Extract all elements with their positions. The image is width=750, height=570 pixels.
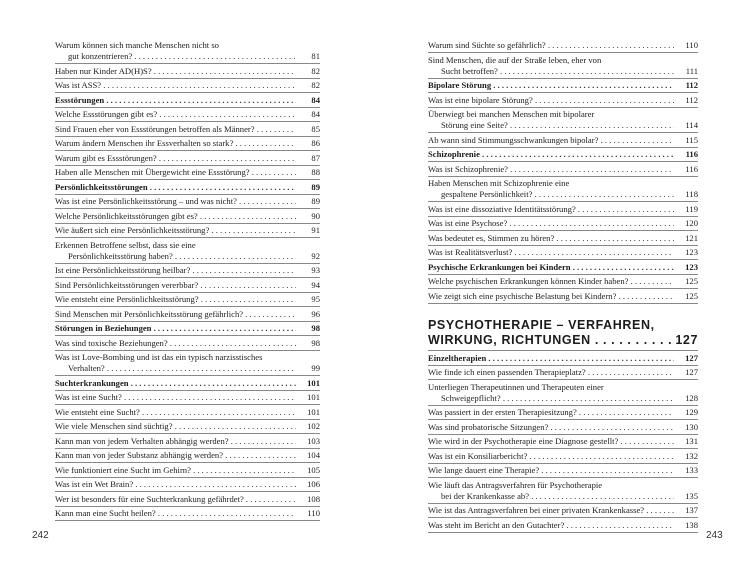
toc-entry[interactable] xyxy=(428,407,698,420)
toc-section-heading[interactable] xyxy=(428,262,698,275)
toc-entry[interactable] xyxy=(55,196,320,209)
page-number-left: 242 xyxy=(32,530,49,541)
chapter-title-line2: WIRKUNG, RICHTUNGEN xyxy=(428,332,591,347)
toc-entry-title: Was bedeutet es, Stimmen zu hören? xyxy=(428,232,555,243)
toc-section-heading[interactable] xyxy=(428,353,698,366)
toc-entry-title-cont: gut konzentrieren? xyxy=(68,51,133,61)
toc-entry[interactable] xyxy=(428,505,698,518)
toc-entry-title: Haben Menschen mit Schizophrenie eine xyxy=(428,178,570,188)
toc-page-number: 89 xyxy=(296,196,320,207)
toc-page-number: 127 xyxy=(674,367,698,378)
toc-entry-title: Wie funktioniert eine Sucht im Gehirn? xyxy=(55,464,191,475)
toc-page-number: 132 xyxy=(674,451,698,462)
toc-entry-title: Was ist eine Psychose? xyxy=(428,218,508,228)
toc-entry-title: Wie entsteht eine Persönlichkeitsstörung? xyxy=(55,294,199,304)
toc-entry-title: Was ist eine bipolare Störung? xyxy=(428,94,533,105)
toc-entry[interactable] xyxy=(55,280,320,293)
toc-entry-title: Bipolare Störung xyxy=(428,80,492,90)
toc-page-number: 104 xyxy=(296,450,320,461)
toc-page-number: 84 xyxy=(296,109,320,120)
toc-entry-title: Ab wann sind Stimmungsschwankungen bipolar? xyxy=(428,134,599,145)
toc-entry[interactable] xyxy=(55,138,320,151)
toc-entry[interactable] xyxy=(55,508,320,521)
toc-entry-title: Was ist ein Wet Brain? xyxy=(55,479,134,489)
toc-page-number: 93 xyxy=(296,265,320,276)
toc-entry-title: Wie läuft das Antragsverfahren für Psychotherapie xyxy=(428,479,603,490)
toc-entry[interactable] xyxy=(55,392,320,405)
toc-page-number: 115 xyxy=(674,135,698,146)
toc-section-top xyxy=(428,40,698,304)
toc-entry-title: Sind Persönlichkeitsstörungen vererbbar? xyxy=(55,279,199,290)
toc-section-heading[interactable] xyxy=(428,80,698,93)
toc-entry-title: Warum ändern Menschen ihr Essverhalten so stark? xyxy=(55,138,234,148)
toc-section-heading[interactable] xyxy=(55,378,320,391)
toc-entry[interactable] xyxy=(428,520,698,533)
toc-entry[interactable] xyxy=(55,265,320,278)
toc-section-heading[interactable] xyxy=(55,95,320,108)
toc-entry-title: Welche psychischen Erkrankungen können Kinder haben? xyxy=(428,276,629,286)
toc-entry[interactable] xyxy=(428,367,698,380)
toc-page-number: 85 xyxy=(296,124,320,135)
toc-entry-title: Was ist Schizophrenie? xyxy=(428,163,508,174)
toc-entry[interactable] xyxy=(428,291,698,304)
toc-page-number: 125 xyxy=(674,276,698,287)
toc-entry-title: Warum gibt es Essstörungen? xyxy=(55,152,157,163)
toc-page-number: 101 xyxy=(296,378,320,389)
toc-entry-title-cont: Störung eine Seite? xyxy=(441,120,508,130)
toc-entry[interactable] xyxy=(55,294,320,307)
toc-page-number: 98 xyxy=(296,338,320,349)
toc-entry[interactable] xyxy=(428,55,698,79)
toc-page-number: 87 xyxy=(296,153,320,164)
toc-page-number: 92 xyxy=(296,251,320,262)
toc-entry[interactable] xyxy=(55,80,320,93)
toc-entry-title: Störungen in Beziehungen xyxy=(55,323,152,333)
toc-entry-title: Kann man von jedem Verhalten abhängig werden? xyxy=(55,435,229,446)
toc-entry-title: Was ist eine dissoziative Identitätsstörung? xyxy=(428,203,576,214)
toc-entry-title: Wer ist besonders für eine Suchterkrankung gefährdet? xyxy=(55,493,244,504)
toc-page-number: 89 xyxy=(296,182,320,193)
toc-page-number: 91 xyxy=(296,225,320,236)
toc-entry[interactable] xyxy=(428,480,698,504)
toc-page-number: 88 xyxy=(296,167,320,178)
toc-entry-title: Essstörungen xyxy=(55,94,105,105)
toc-entry[interactable] xyxy=(55,407,320,420)
toc-page-number: 137 xyxy=(674,505,698,516)
toc-entry[interactable] xyxy=(55,479,320,492)
toc-entry-title: Einzeltherapien xyxy=(428,352,487,363)
toc-entry-title: Was ist ein Konsiliarbericht? xyxy=(428,450,528,461)
toc-entry[interactable] xyxy=(428,95,698,108)
toc-page-number: 127 xyxy=(674,353,698,364)
toc-entry[interactable] xyxy=(55,225,320,238)
toc-entry-title: Erkennen Betroffene selbst, dass sie eine xyxy=(55,239,196,250)
toc-entry[interactable] xyxy=(55,167,320,180)
toc-entry-title: Schizophrenie xyxy=(428,149,480,159)
toc-entry-title: Was sind probatorische Sitzungen? xyxy=(428,421,549,432)
toc-page-number: 99 xyxy=(296,363,320,374)
toc-page-number: 121 xyxy=(674,233,698,244)
toc-page-number: 116 xyxy=(674,164,698,175)
toc-entry-title: Psychische Erkrankungen bei Kindern xyxy=(428,261,571,272)
toc-entry-title: Was steht im Bericht an den Gutachter? xyxy=(428,519,565,530)
toc-page-number: 103 xyxy=(296,436,320,447)
toc-section-heading[interactable] xyxy=(55,182,320,195)
toc-entry-title: Was ist eine Sucht? xyxy=(55,392,122,402)
chapter-title-line1: PSYCHOTHERAPIE – VERFAHREN, xyxy=(428,317,655,332)
toc-page-number: 125 xyxy=(674,291,698,302)
toc-entry-title: Wie viele Menschen sind süchtig? xyxy=(55,421,173,431)
toc-page-number: 108 xyxy=(296,494,320,505)
toc-entry-title: Wie zeigt sich eine psychische Belastung bei Kindern? xyxy=(428,290,617,301)
toc-entry[interactable] xyxy=(55,211,320,224)
chapter-page-number: 127 xyxy=(672,333,698,348)
toc-page-number: 110 xyxy=(296,508,320,519)
toc-page-number: 86 xyxy=(296,138,320,149)
toc-entry-title: Sind Frauen eher von Essstörungen betroffen als Männer? xyxy=(55,123,255,134)
page-number-right: 243 xyxy=(706,530,723,541)
toc-section-heading[interactable] xyxy=(428,149,698,162)
toc-page-number: 131 xyxy=(674,436,698,447)
toc-entry[interactable] xyxy=(55,494,320,507)
toc-page-number: 98 xyxy=(296,323,320,334)
toc-page-number: 95 xyxy=(296,294,320,305)
left-page-toc xyxy=(55,40,320,523)
toc-page-number: 119 xyxy=(674,204,698,215)
toc-section-bottom xyxy=(428,353,698,533)
toc-entry-title: Was ist ASS? xyxy=(55,80,102,90)
toc-page-number: 120 xyxy=(674,218,698,229)
toc-entry[interactable] xyxy=(428,276,698,289)
toc-page-number: 114 xyxy=(674,120,698,131)
toc-entry-title: Ist eine Persönlichkeitsstörung heilbar? xyxy=(55,265,191,275)
toc-entry[interactable] xyxy=(428,40,698,53)
right-page-toc xyxy=(428,40,698,534)
toc-entry[interactable] xyxy=(428,233,698,246)
toc-entry[interactable] xyxy=(55,450,320,463)
toc-page-number: 130 xyxy=(674,422,698,433)
toc-entry-title: Was sind toxische Beziehungen? xyxy=(55,337,168,348)
toc-entry-title: Was ist Love-Bombing und ist das ein typisch narzisstisches xyxy=(55,352,263,362)
toc-entry-title-cont: Persönlichkeitsstörung haben? xyxy=(68,250,173,261)
toc-entry[interactable] xyxy=(55,153,320,166)
toc-entry[interactable] xyxy=(55,465,320,478)
toc-entry[interactable] xyxy=(55,109,320,122)
toc-entry-title: Sind Menschen mit Persönlichkeitsstörung gefährlich? xyxy=(55,308,244,319)
toc-entry[interactable] xyxy=(428,422,698,435)
chapter-heading[interactable] xyxy=(428,318,698,351)
toc-entry[interactable] xyxy=(428,164,698,177)
toc-entry-title: Warum sind Süchte so gefährlich? xyxy=(428,40,546,50)
toc-entry-title-cont: Verhalten? xyxy=(68,363,105,373)
toc-page-number: 112 xyxy=(674,95,698,106)
toc-page-number: 82 xyxy=(296,80,320,91)
toc-entry-title: Wie lange dauert eine Therapie? xyxy=(428,465,540,475)
toc-entry-title: Was passiert in der ersten Therapiesitzung? xyxy=(428,407,577,417)
toc-entry-title: Wie ist das Antragsverfahren bei einer privaten Krankenkasse? xyxy=(428,505,645,515)
toc-entry-title: Was ist Realitätsverlust? xyxy=(428,247,513,257)
toc-entry[interactable] xyxy=(428,135,698,148)
toc-page-number: 102 xyxy=(296,421,320,432)
toc-entry-title: Wie finde ich einen passenden Therapieplatz? xyxy=(428,367,586,377)
toc-entry[interactable] xyxy=(428,451,698,464)
toc-page-number: 105 xyxy=(296,465,320,476)
toc-entry[interactable] xyxy=(428,247,698,260)
toc-page-number: 101 xyxy=(296,407,320,418)
toc-page-number: 135 xyxy=(674,491,698,502)
toc-entry[interactable] xyxy=(55,309,320,322)
toc-page-number: 116 xyxy=(674,149,698,160)
toc-page-number: 82 xyxy=(296,66,320,77)
toc-entry-title: Was ist eine Persönlichkeitsstörung – und was nicht? xyxy=(55,196,237,206)
toc-entry-title: Haben alle Menschen mit Übergewicht eine Essstörung? xyxy=(55,167,250,177)
toc-page-number: 123 xyxy=(674,247,698,258)
toc-entry-title: Suchterkrankungen xyxy=(55,377,129,388)
toc-entry-title: Haben nur Kinder AD(H)S? xyxy=(55,65,152,76)
toc-entry[interactable] xyxy=(55,40,320,64)
toc-entry-title: Warum können sich manche Menschen nicht so xyxy=(55,40,219,50)
toc-page-number: 90 xyxy=(296,211,320,222)
toc-entry-title: Kann man eine Sucht heilen? xyxy=(55,508,156,518)
toc-entry[interactable] xyxy=(55,436,320,449)
toc-entry[interactable] xyxy=(428,204,698,217)
toc-entry[interactable] xyxy=(55,240,320,264)
toc-entry[interactable] xyxy=(428,382,698,406)
toc-page-number: 123 xyxy=(674,262,698,273)
toc-entry-title: Kann man von jeder Substanz abhängig werden? xyxy=(55,450,224,460)
toc-entry-title: Überwiegt bei manchen Menschen mit bipolarer xyxy=(428,109,595,119)
toc-page-number: 138 xyxy=(674,520,698,531)
toc-entry-title: Wie äußert sich eine Persönlichkeitsstörung? xyxy=(55,225,210,235)
toc-entry[interactable] xyxy=(55,66,320,79)
toc-entry-title-cont: Sucht betroffen? xyxy=(441,65,498,76)
toc-entry-title-cont: gespaltene Persönlichkeit? xyxy=(441,189,533,199)
toc-entry-title-cont: bei der Krankenkasse ab? xyxy=(441,490,530,501)
toc-page-number: 129 xyxy=(674,407,698,418)
toc-page-number: 96 xyxy=(296,309,320,320)
toc-entry[interactable] xyxy=(428,218,698,231)
toc-entry[interactable] xyxy=(55,338,320,351)
toc-section-heading[interactable] xyxy=(55,323,320,336)
toc-page-number: 111 xyxy=(674,66,698,77)
toc-page-number: 101 xyxy=(296,392,320,403)
toc-page-number: 133 xyxy=(674,465,698,476)
toc-page-number: 106 xyxy=(296,479,320,490)
toc-entry[interactable] xyxy=(55,352,320,376)
toc-entry[interactable] xyxy=(55,124,320,137)
toc-entry-title: Unterliegen Therapeutinnen und Therapeuten einer xyxy=(428,381,604,392)
toc-entry[interactable] xyxy=(428,109,698,133)
toc-entry[interactable] xyxy=(428,436,698,449)
toc-page-number: 118 xyxy=(674,189,698,200)
toc-page-number: 81 xyxy=(296,51,320,62)
toc-entry-title: Welche Essstörungen gibt es? xyxy=(55,109,158,119)
toc-entry-title: Persönlichkeitsstörungen xyxy=(55,181,148,192)
toc-page-number: 112 xyxy=(674,80,698,91)
toc-page-number: 94 xyxy=(296,280,320,291)
toc-entry[interactable] xyxy=(55,421,320,434)
toc-entry[interactable] xyxy=(428,178,698,202)
toc-entry[interactable] xyxy=(428,465,698,478)
toc-entry-title: Wie wird in der Psychotherapie eine Diagnose gestellt? xyxy=(428,436,619,446)
toc-page-number: 110 xyxy=(674,40,698,51)
toc-entry-title: Sind Menschen, die auf der Straße leben, eher von xyxy=(428,54,602,65)
toc-page-number: 84 xyxy=(296,95,320,106)
toc-page-number: 128 xyxy=(674,393,698,404)
toc-entry-title-cont: Schweigepflicht? xyxy=(441,392,501,403)
toc-entry-title: Welche Persönlichkeitsstörungen gibt es? xyxy=(55,210,198,221)
toc-entry-title: Wie entsteht eine Sucht? xyxy=(55,406,140,417)
